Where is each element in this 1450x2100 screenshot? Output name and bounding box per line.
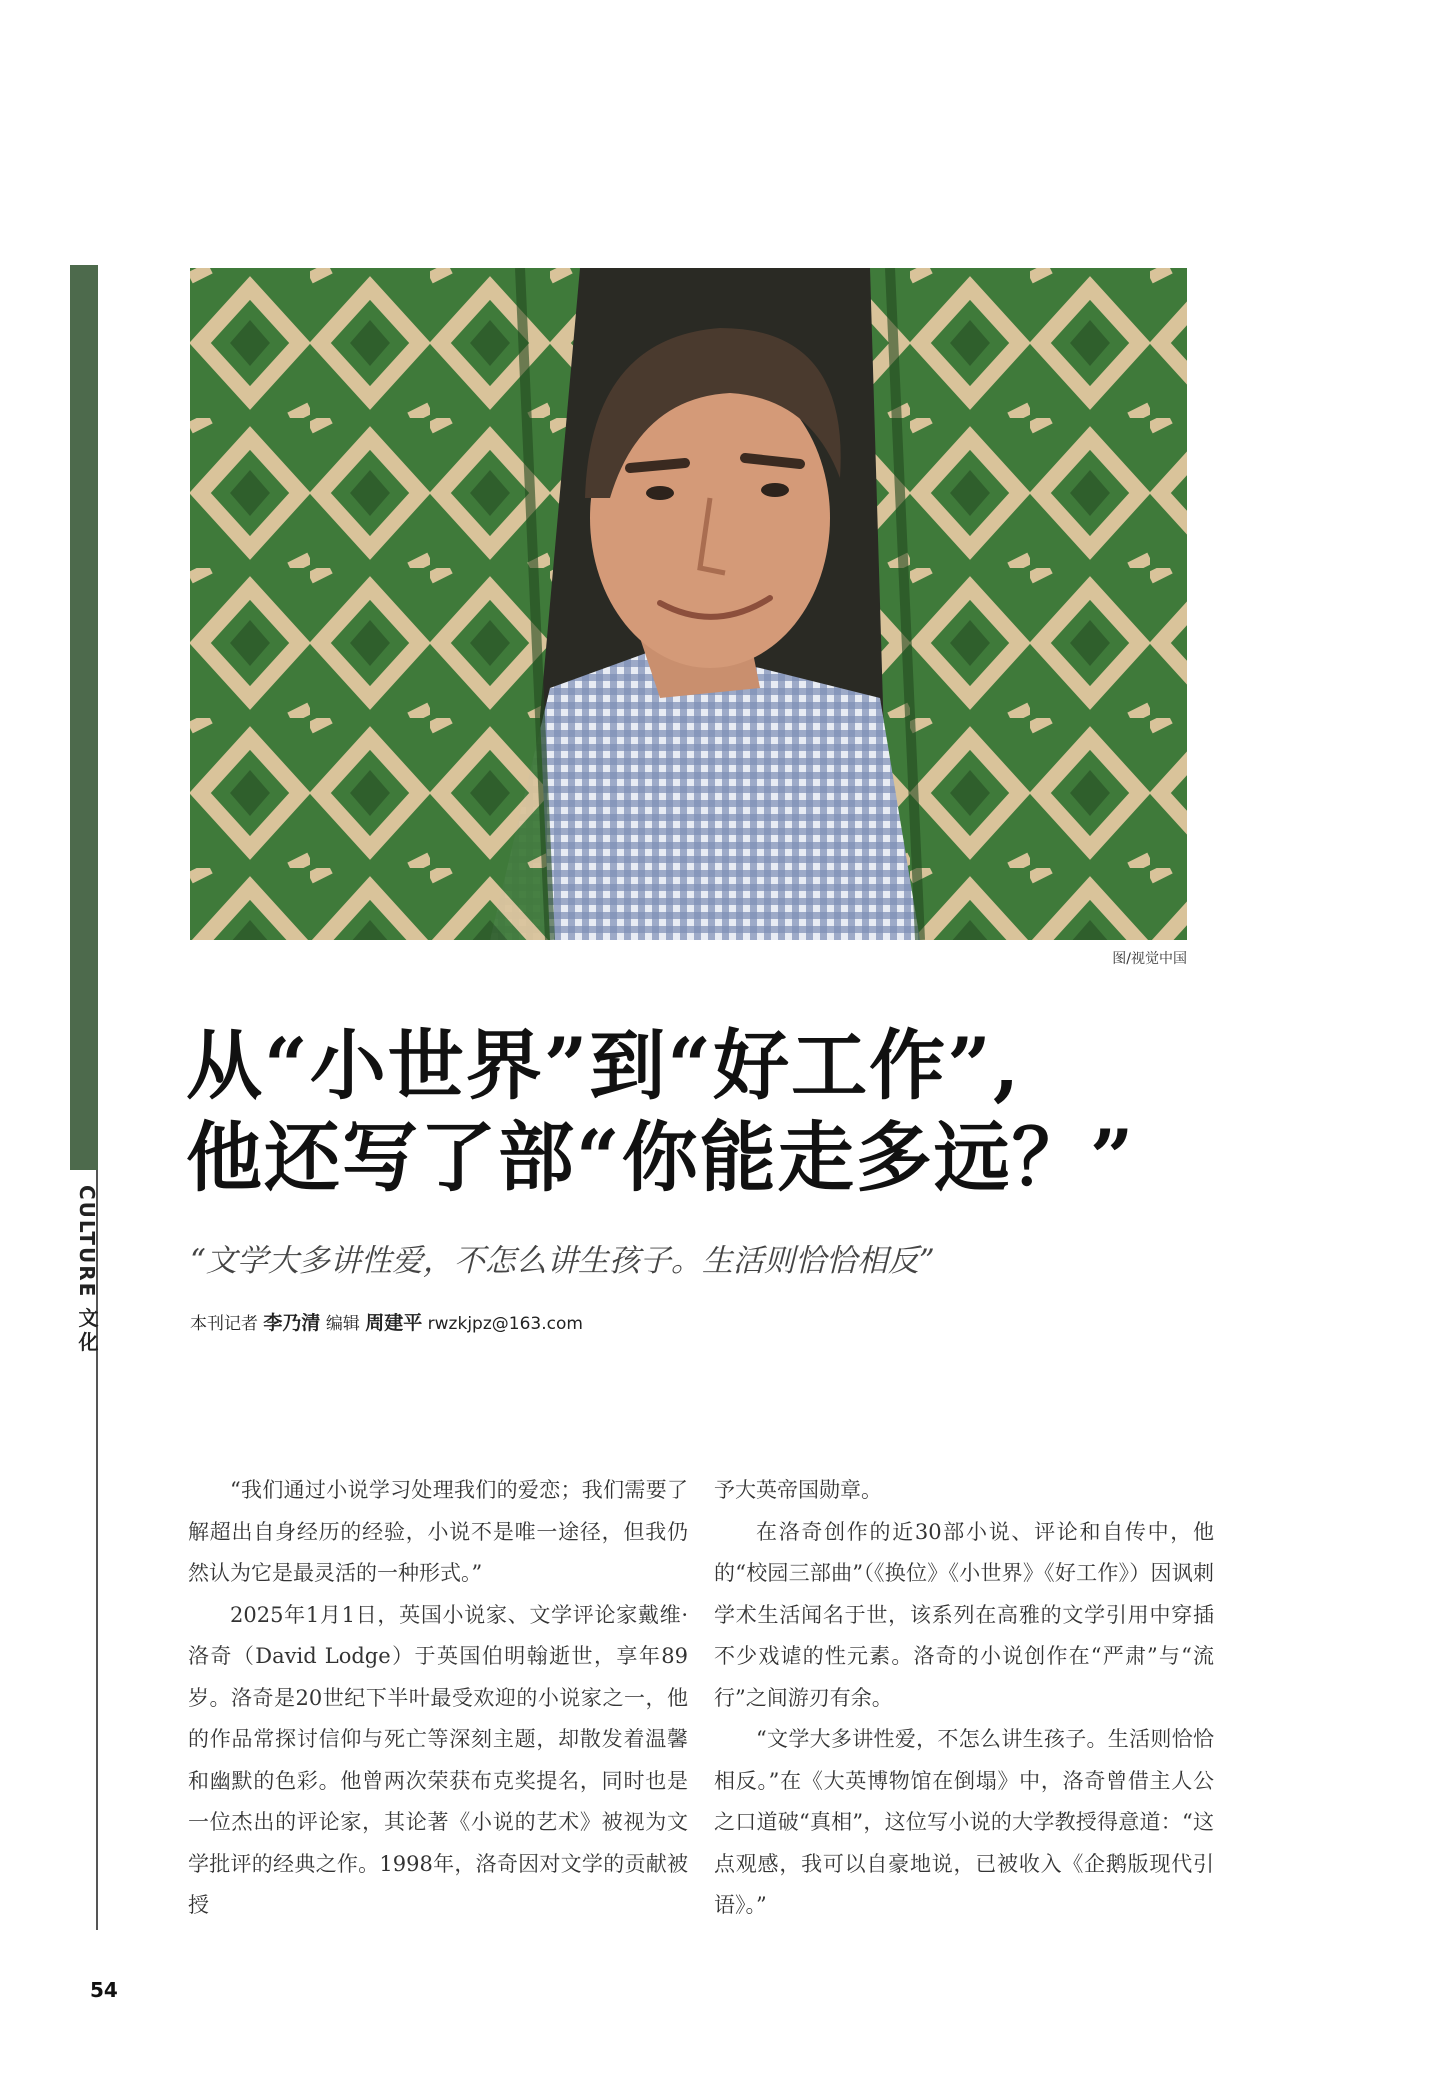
section-color-bar: [70, 265, 98, 1170]
section-label-en: CULTURE: [75, 1185, 99, 1299]
page-number: 54: [90, 1978, 118, 2002]
body-column-right: [714, 1470, 1214, 1927]
paragraph-continued: 予大英帝国勋章。: [714, 1478, 882, 1502]
paragraph: “文学大多讲性爱，不怎么讲生孩子。生活则恰恰相反。”在《大英博物馆在倒塌》中，洛奇曾借主人公之口道破“真相”，这位写小说的大学教授得意道：“这点观感，我可以自豪地说，已被收入《企鹅版现代引语》。”: [714, 1727, 1214, 1917]
section-label: [66, 1185, 102, 1355]
headline-line-1: 从“小世界”到“好工作”,: [186, 1021, 1022, 1110]
photo-credit: 图/视觉中国: [1112, 951, 1187, 967]
paragraph: 2025年1月1日，英国小说家、文学评论家戴维·洛奇（David Lodge）于英国伯明翰逝世，享年89岁。洛奇是20世纪下半叶最受欢迎的小说家之一，他的作品常探讨信仰与死亡等深刻主题，却散发着温馨和幽默的色彩。他曾两次荣获布克奖提名，同时也是一位杰出的评论家，其论著《小说的艺术》被视为文学批评的经典之作。1998年，洛奇因对文学的贡献被授: [188, 1602, 688, 1917]
portrait-illustration: [190, 268, 1187, 940]
body-column-left: [188, 1470, 688, 1927]
paragraph: “我们通过小说学习处理我们的爱恋；我们需要了解超出自身经历的经验，小说不是唯一途径，但我仍然认为它是最灵活的一种形式。”: [188, 1478, 688, 1585]
editor-label: 编辑: [325, 1314, 360, 1334]
byline: [190, 1308, 583, 1335]
editor-name: 周建平: [365, 1312, 423, 1334]
section-label-cn: 文化: [75, 1307, 99, 1356]
reporter-name: 李乃清: [263, 1312, 321, 1334]
article-headline: [186, 1020, 1186, 1204]
article-subheading: “文学大多讲性爱，不怎么讲生孩子。生活则恰恰相反”: [190, 1243, 935, 1279]
headline-line-2: 他还写了部“你能走多远？”: [186, 1113, 1136, 1202]
author-portrait-photo: [190, 268, 1187, 940]
editor-email: rwzkjpz@163.com: [427, 1314, 583, 1334]
reporter-label: 本刊记者: [190, 1314, 258, 1334]
paragraph: 在洛奇创作的近30部小说、评论和自传中，他的“校园三部曲”（《换位》《小世界》《好工作》）因讽刺学术生活闻名于世，该系列在高雅的文学引用中穿插不少戏谑的性元素。洛奇的小说创作在“严肃”与“流行”之间游刃有余。: [714, 1519, 1214, 1710]
